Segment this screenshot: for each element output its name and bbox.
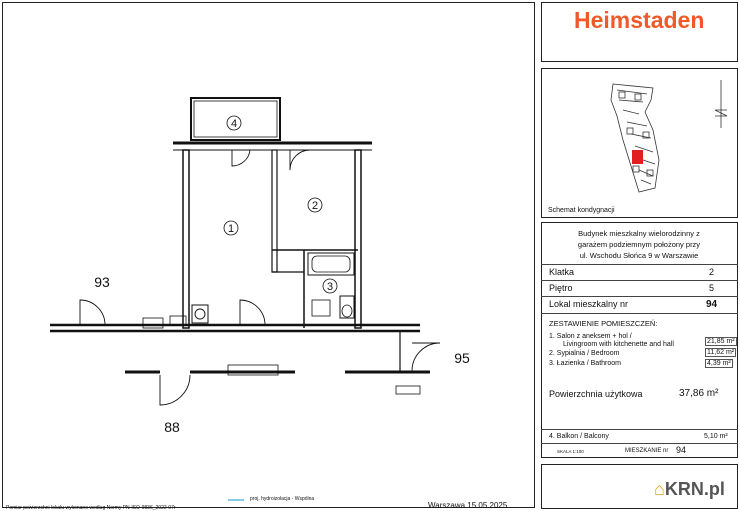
bathtub-inner [312, 256, 350, 272]
neighbor-label-93: 93 [94, 274, 110, 290]
room-1-line-1: 1. Salon z aneksem + hol / [549, 333, 632, 340]
keyplan-highlight [632, 150, 643, 164]
room-label-2: 2 [311, 200, 319, 212]
watermark-text: KRN.pl [664, 479, 725, 499]
usable-area-label: Powierzchnia użytkowa [549, 389, 643, 399]
info-label-klatka: Klatka [549, 267, 575, 277]
door-95 [412, 343, 440, 371]
door-88 [160, 375, 190, 405]
usable-area-value: 37,86 m² [679, 388, 719, 399]
door-balcony-2 [290, 150, 310, 170]
wall-right [355, 150, 361, 328]
neighbor-label-88: 88 [164, 419, 180, 435]
washing-machine [192, 305, 208, 323]
door-balcony-1 [232, 150, 250, 166]
building-line-3: ul. Wschodu Słońca 9 w Warszawie [579, 251, 699, 260]
brand-logo: Heimstaden [574, 7, 705, 33]
rooms-heading: ZESTAWIENIE POMIESZCZEŃ: [549, 319, 658, 328]
wall-partition [272, 150, 277, 272]
apartment-label: MIESZKANIE nr [625, 448, 669, 454]
room-1-area: 21,85 m² [707, 338, 735, 345]
room-label-4: 4 [230, 118, 238, 130]
room-2-line-1: 2. Sypialnia / Bedroom [549, 350, 620, 357]
watermark [654, 480, 725, 498]
room-3-line-1: 3. Łazienka / Bathroom [549, 360, 621, 367]
plan-date: Warszawa 15.05.2025 [428, 501, 508, 510]
legend-label: proj. hydroizolacja - Wspólna [250, 496, 315, 502]
door-93 [80, 300, 105, 325]
room-label-1: 1 [227, 223, 235, 235]
info-value-pietro: 5 [709, 283, 715, 293]
apartment-value: 94 [676, 445, 687, 455]
toilet [340, 296, 354, 318]
info-value-lokal: 94 [706, 299, 718, 310]
keyplan-label: Schemat kondygnacji [548, 207, 615, 214]
footer-note: Pomiar powierzchni lokalu wykonano wedlug Normy PN-ISO-9836_2022-07r [6, 505, 176, 511]
room-label-3: 3 [326, 281, 334, 293]
shaft [143, 318, 163, 328]
room-2-area: 11,62 m² [707, 349, 735, 356]
equipment-95 [396, 386, 420, 394]
neighbor-label-95: 95 [454, 350, 470, 366]
room-3-area: 4,39 m² [707, 360, 731, 367]
info-label-pietro: Piętro [549, 283, 573, 293]
toilet-bowl [342, 305, 352, 317]
info-label-lokal: Lokal mieszkalny nr [549, 299, 629, 309]
door-entrance [240, 300, 265, 325]
building-line-2: garażem podziemnym położony przy [577, 240, 701, 249]
balcony-value: 5,10 m² [704, 433, 728, 440]
sink [312, 300, 330, 316]
washing-drum [195, 309, 205, 319]
info-value-klatka: 2 [709, 267, 715, 277]
scale-label: SKALA 1:100 [557, 449, 584, 454]
wall-left [183, 150, 189, 328]
room-1-line-2: Livingroom with kitchenette and hall [563, 341, 674, 348]
balcony-label: 4. Balkon / Balcony [549, 433, 609, 440]
watermark-icon: ⌂ [654, 479, 665, 499]
keyplan [543, 70, 738, 210]
building-line-1: Budynek mieszkalny wielorodzinny z [578, 229, 700, 238]
